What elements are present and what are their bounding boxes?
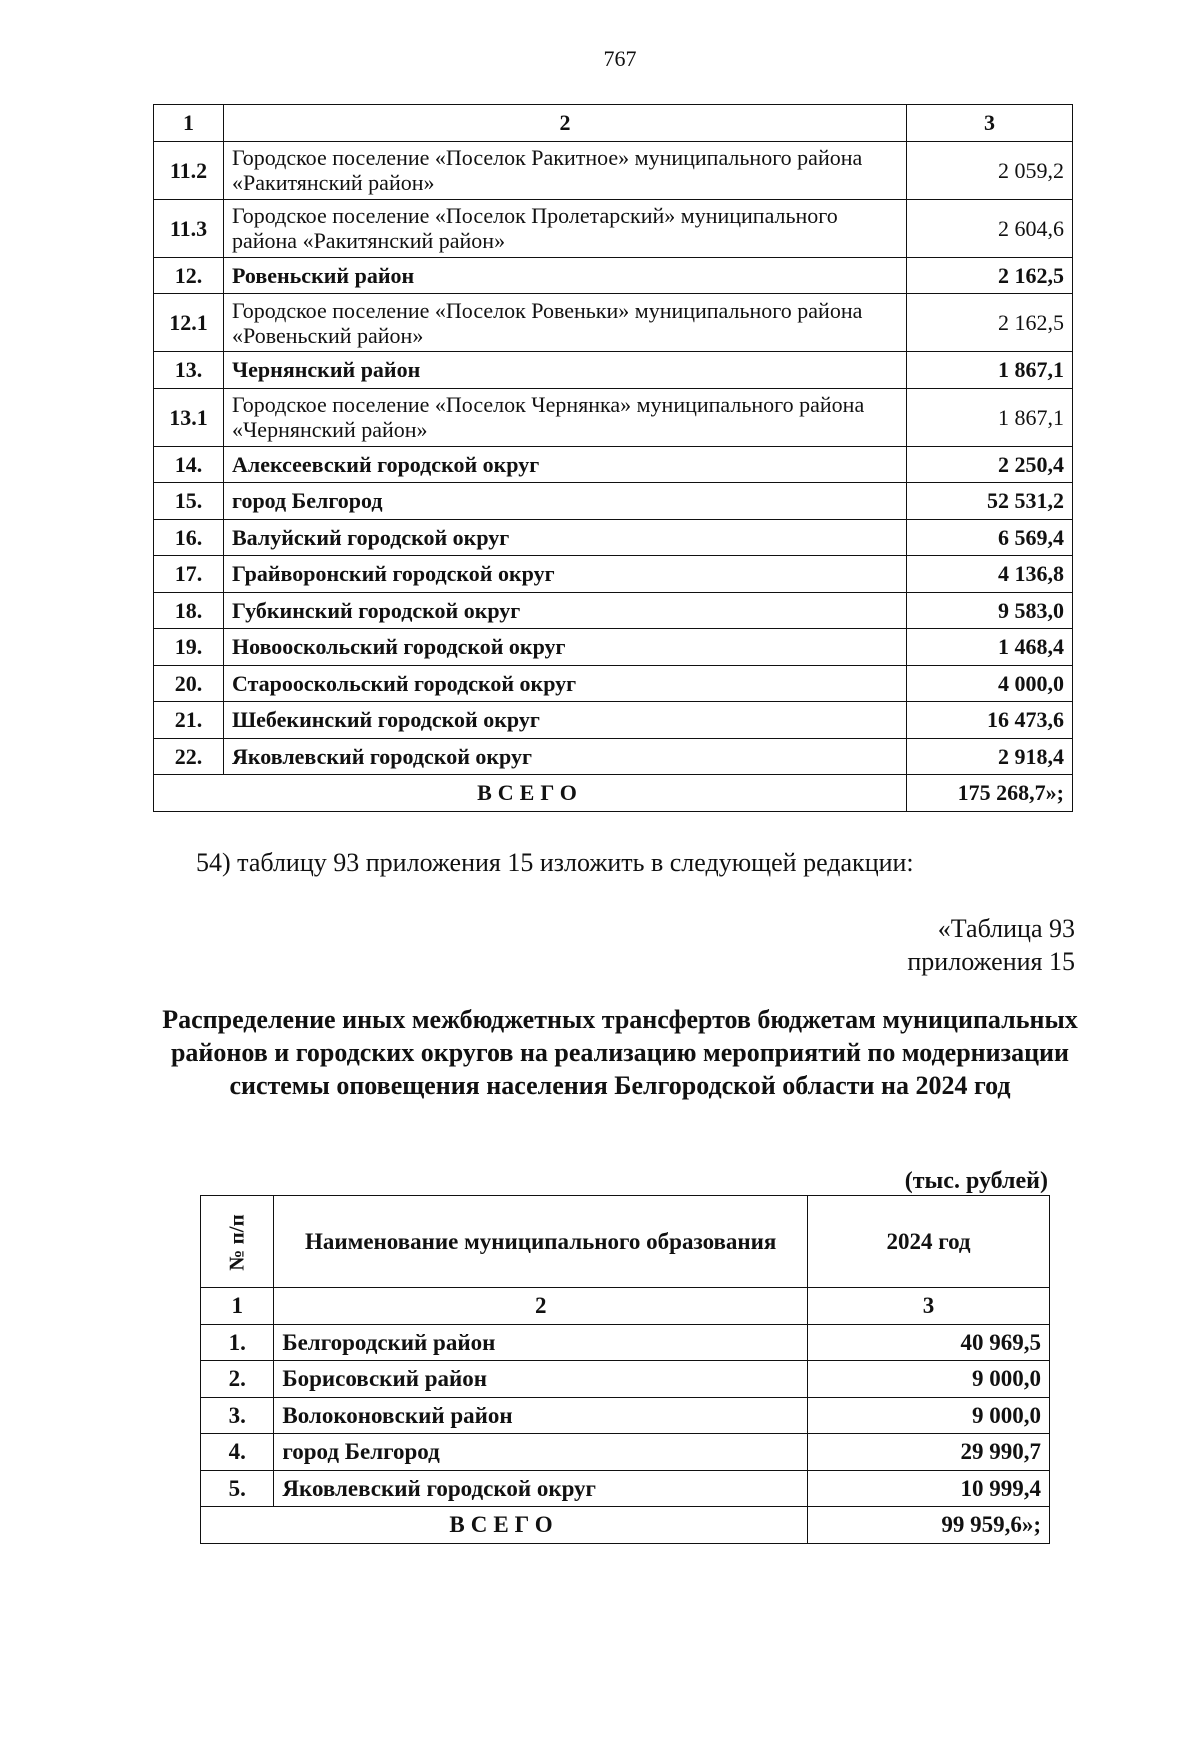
- header-num: [201, 1196, 274, 1288]
- row-name: Борисовский район: [274, 1361, 808, 1398]
- row-number: 3.: [201, 1397, 274, 1434]
- row-value: 6 569,4: [907, 519, 1073, 556]
- header-col-2: 2: [224, 105, 907, 142]
- table-row: [154, 257, 1073, 294]
- transfers-table: [200, 1195, 1050, 1544]
- row-value: 2 162,5: [907, 294, 1073, 352]
- row-name: Новооскольский городской округ: [224, 629, 907, 666]
- table-row: [154, 556, 1073, 593]
- index-row: [201, 1288, 1050, 1325]
- row-name: Валуйский городской округ: [224, 519, 907, 556]
- row-value: 1 867,1: [907, 352, 1073, 389]
- table-row: [154, 519, 1073, 556]
- row-number: 14.: [154, 446, 224, 483]
- table-row: [154, 665, 1073, 702]
- header-col-3: 3: [907, 105, 1073, 142]
- row-number: 1.: [201, 1324, 274, 1361]
- row-value: 29 990,7: [808, 1434, 1050, 1471]
- row-value: 52 531,2: [907, 483, 1073, 520]
- row-name: Шебекинский городской округ: [224, 702, 907, 739]
- table-caption-line2: приложения 15: [907, 947, 1075, 976]
- row-value: 9 000,0: [808, 1397, 1050, 1434]
- row-number: 12.1: [154, 294, 224, 352]
- row-number: 4.: [201, 1434, 274, 1471]
- total-row: [201, 1507, 1050, 1544]
- row-name: Яковлевский городской округ: [224, 738, 907, 775]
- header-num-label: № п/п: [224, 1213, 249, 1271]
- row-value: 2 162,5: [907, 257, 1073, 294]
- row-name: Ровеньский район: [224, 257, 907, 294]
- row-value: 9 000,0: [808, 1361, 1050, 1398]
- row-name: Городское поселение «Поселок Ровеньки» муниципального района «Ровеньский район»: [224, 294, 907, 352]
- row-name: город Белгород: [274, 1434, 808, 1471]
- total-value: 99 959,6»;: [808, 1507, 1050, 1544]
- table-header-row: [154, 105, 1073, 142]
- header-year: 2024 год: [808, 1196, 1050, 1288]
- row-number: 16.: [154, 519, 224, 556]
- row-value: 40 969,5: [808, 1324, 1050, 1361]
- row-name: Городское поселение «Поселок Пролетарский» муниципального района «Ракитянский район»: [224, 199, 907, 257]
- table-row: [154, 592, 1073, 629]
- row-value: 16 473,6: [907, 702, 1073, 739]
- row-value: 4 136,8: [907, 556, 1073, 593]
- row-number: 2.: [201, 1361, 274, 1398]
- table-row: [154, 199, 1073, 257]
- row-number: 18.: [154, 592, 224, 629]
- table-row: [201, 1434, 1050, 1471]
- table-row: [201, 1324, 1050, 1361]
- row-number: 19.: [154, 629, 224, 666]
- row-name: Городское поселение «Поселок Ракитное» муниципального района «Ракитянский район»: [224, 141, 907, 199]
- total-label: ВСЕГО: [154, 775, 907, 812]
- table-row: [154, 352, 1073, 389]
- table-row: [154, 141, 1073, 199]
- header-name: Наименование муниципального образования: [274, 1196, 808, 1288]
- table-row: [154, 388, 1073, 446]
- table-header-row: [201, 1196, 1050, 1288]
- table-heading: Распределение иных межбюджетных трансфертов бюджетам муниципальных районов и городских округов на реализацию мероприятий по модернизации системы оповещения населения Белгородской области на 2024 год: [162, 1005, 1078, 1100]
- row-number: 15.: [154, 483, 224, 520]
- row-number: 20.: [154, 665, 224, 702]
- row-number: 21.: [154, 702, 224, 739]
- row-name: Белгородский район: [274, 1324, 808, 1361]
- index-col-1: 1: [201, 1288, 274, 1325]
- table-row: [154, 738, 1073, 775]
- row-value: 2 918,4: [907, 738, 1073, 775]
- header-col-1: 1: [154, 105, 224, 142]
- row-name: Старооскольский городской округ: [224, 665, 907, 702]
- table-row: [154, 702, 1073, 739]
- row-name: Волоконовский район: [274, 1397, 808, 1434]
- amendment-paragraph: 54) таблицу 93 приложения 15 изложить в следующей редакции:: [196, 848, 914, 877]
- row-name: город Белгород: [224, 483, 907, 520]
- table-caption-line1: «Таблица 93: [937, 914, 1075, 943]
- table-row: [201, 1397, 1050, 1434]
- row-value: 2 250,4: [907, 446, 1073, 483]
- row-number: 11.2: [154, 141, 224, 199]
- budget-table-continued: [153, 104, 1073, 812]
- row-number: 22.: [154, 738, 224, 775]
- table-row: [154, 483, 1073, 520]
- table-row: [201, 1470, 1050, 1507]
- row-name: Чернянский район: [224, 352, 907, 389]
- row-number: 11.3: [154, 199, 224, 257]
- table-row: [154, 629, 1073, 666]
- total-value: 175 268,7»;: [907, 775, 1073, 812]
- row-value: 1 468,4: [907, 629, 1073, 666]
- table-row: [201, 1361, 1050, 1398]
- row-value: 1 867,1: [907, 388, 1073, 446]
- units-label: (тыс. рублей): [904, 1168, 1048, 1194]
- index-col-3: 3: [808, 1288, 1050, 1325]
- total-row: [154, 775, 1073, 812]
- row-value: 9 583,0: [907, 592, 1073, 629]
- row-number: 13.1: [154, 388, 224, 446]
- table-row: [154, 446, 1073, 483]
- page-number: 767: [603, 46, 637, 71]
- row-value: 2 059,2: [907, 141, 1073, 199]
- row-value: 10 999,4: [808, 1470, 1050, 1507]
- table-caption: [907, 912, 1075, 978]
- table-row: [154, 294, 1073, 352]
- row-name: Алексеевский городской округ: [224, 446, 907, 483]
- index-col-2: 2: [274, 1288, 808, 1325]
- row-number: 13.: [154, 352, 224, 389]
- row-value: 4 000,0: [907, 665, 1073, 702]
- row-number: 5.: [201, 1470, 274, 1507]
- total-label: ВСЕГО: [201, 1507, 808, 1544]
- row-name: Губкинский городской округ: [224, 592, 907, 629]
- row-name: Городское поселение «Поселок Чернянка» муниципального района «Чернянский район»: [224, 388, 907, 446]
- row-name: Яковлевский городской округ: [274, 1470, 808, 1507]
- row-name: Грайворонский городской округ: [224, 556, 907, 593]
- row-number: 12.: [154, 257, 224, 294]
- row-value: 2 604,6: [907, 199, 1073, 257]
- row-number: 17.: [154, 556, 224, 593]
